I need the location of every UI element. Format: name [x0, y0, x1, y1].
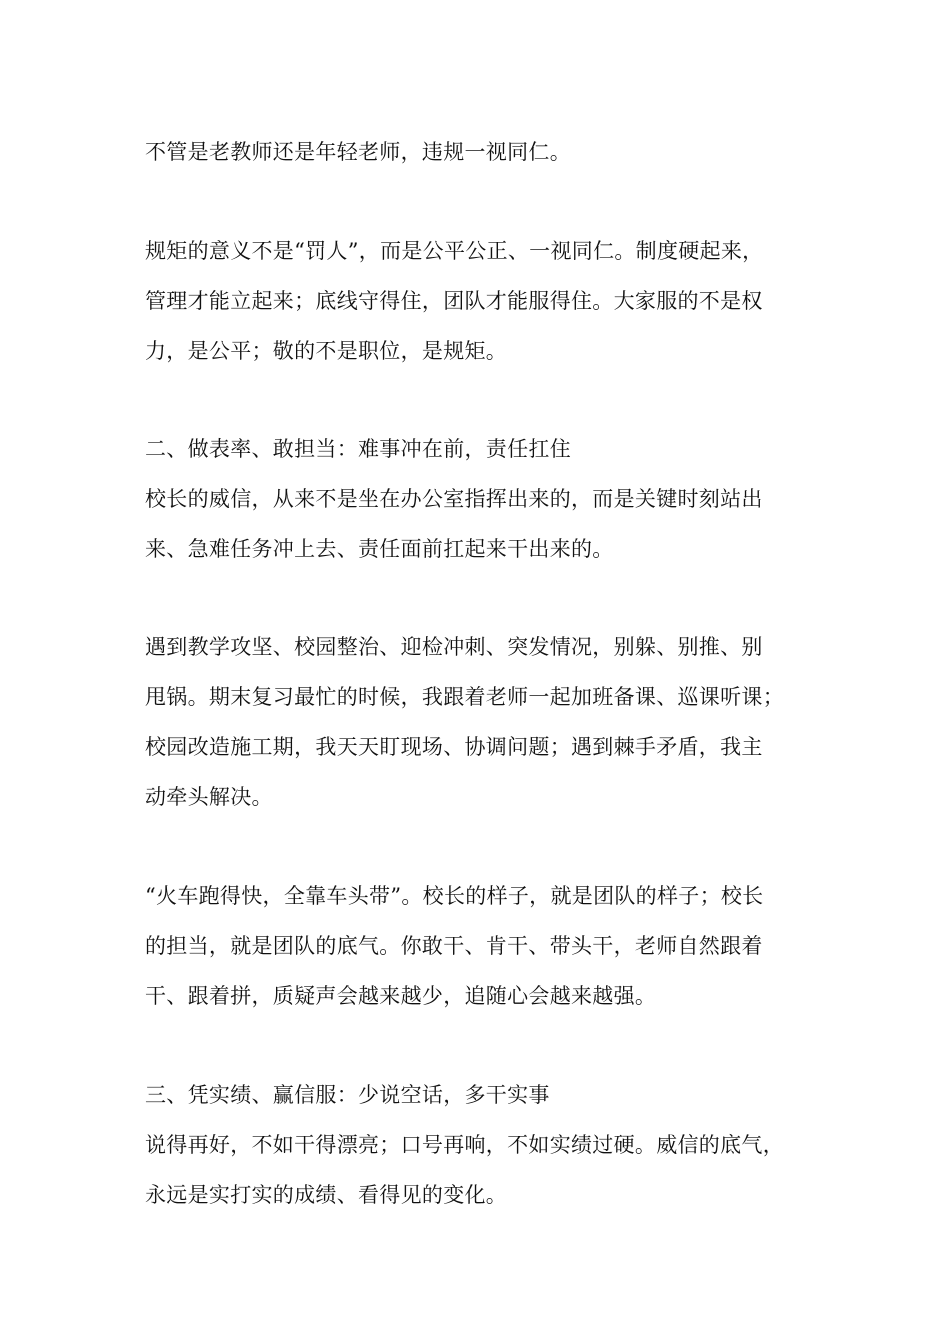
section-heading: 三、凭实绩、赢信服：少说空话，多干实事	[145, 1083, 550, 1107]
paragraph-line: 不管是老教师还是年轻老师，违规一视同仁。	[145, 140, 571, 164]
paragraph-line: 规矩的意义不是“罚人”，而是公平公正、一视同仁。制度硬起来，	[145, 239, 764, 263]
paragraph-line: 干、跟着拼，质疑声会越来越少，追随心会越来越强。	[145, 984, 657, 1008]
paragraph-line: 甩锅。期末复习最忙的时候，我跟着老师一起加班备课、巡课听课；	[145, 685, 784, 709]
section-heading: 二、做表率、敢担当：难事冲在前，责任扛住	[145, 437, 571, 461]
paragraph-line: 的担当，就是团队的底气。你敢干、肯干、带头干，老师自然跟着	[145, 934, 763, 958]
paragraph-line: 说得再好，不如干得漂亮；口号再响，不如实绩过硬。威信的底气，	[145, 1133, 784, 1157]
paragraph-line: 遇到教学攻坚、校园整治、迎检冲刺、突发情况，别躲、别推、别	[145, 635, 763, 659]
paragraph-line: 动牵头解决。	[145, 785, 273, 809]
paragraph-line: 校长的威信，从来不是坐在办公室指挥出来的，而是关键时刻站出	[145, 487, 763, 511]
paragraph-line: “火车跑得快，全靠车头带”。校长的样子，就是团队的样子；校长	[145, 884, 764, 908]
paragraph-line: 管理才能立起来；底线守得住，团队才能服得住。大家服的不是权	[145, 289, 763, 313]
paragraph-line: 永远是实打实的成绩、看得见的变化。	[145, 1183, 508, 1207]
paragraph-line: 校园改造施工期，我天天盯现场、协调问题；遇到棘手矛盾，我主	[145, 735, 763, 759]
paragraph-line: 来、急难任务冲上去、责任面前扛起来干出来的。	[145, 537, 614, 561]
paragraph-line: 力，是公平；敬的不是职位，是规矩。	[145, 339, 508, 363]
